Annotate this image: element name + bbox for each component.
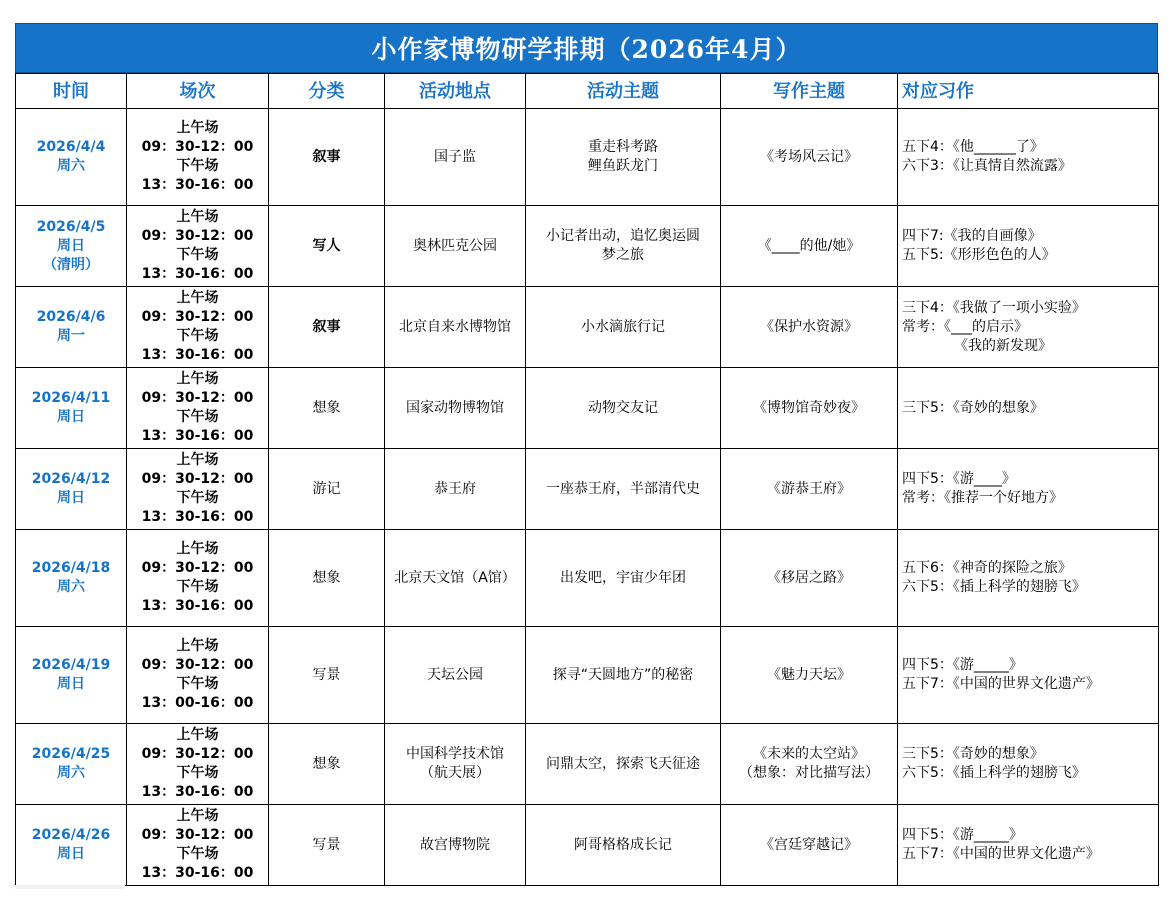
activity-theme-cell [526,287,721,368]
activity-theme-line: 探寻“天圆地方”的秘密 [552,666,694,683]
assignment-line: 三下5：《奇妙的想象》 [902,746,1044,762]
session-am-time: 09：30-12：00 [141,390,254,406]
session-pm-time: 13：30-16：00 [141,177,254,193]
date-cell [16,627,127,724]
session-pm-time: 13：30-16：00 [141,509,254,525]
location-cell [385,530,526,627]
session-am-time: 09：30-12：00 [141,560,254,576]
writing-theme-cell [721,206,898,287]
assignment-cell [898,109,1159,206]
session-pm-label: 下午场 [176,765,219,781]
header-writing-theme: 写作主题 [721,74,898,109]
date-cell [16,287,127,368]
session-am-time: 09：30-12：00 [141,471,254,487]
session-am-label: 上午场 [176,371,219,387]
session-cell [127,368,269,449]
assignment-cell [898,206,1159,287]
session-pm-label: 下午场 [176,846,219,862]
assignment-cell [898,368,1159,449]
assignment-line: 四下5：《游____》 [902,471,1016,487]
date-text: 2026/4/26 [31,827,111,843]
assignment-line: 六下3：《让真情自然流露》 [902,158,1072,174]
header-activity-theme: 活动主题 [526,74,721,109]
activity-theme-cell [526,724,721,805]
date-text: 2026/4/5 [36,218,106,235]
category-cell: 写景 [269,805,385,886]
location-text: 国家动物博物馆 [406,399,504,416]
assignment-cell [898,287,1159,368]
date-cell [16,368,127,449]
table-row [16,805,1159,886]
session-pm-label: 下午场 [176,328,219,344]
table-row [16,449,1159,530]
writing-theme-cell [721,287,898,368]
activity-theme-cell [526,627,721,724]
date-text: 2026/4/6 [36,309,106,325]
location-cell [385,805,526,886]
category-cell: 游记 [269,449,385,530]
table-row [16,206,1159,287]
assignment-line: 四下7:《我的自画像》 [902,228,1042,244]
location-cell [385,109,526,206]
weekday-text: 周六 [57,765,85,781]
activity-theme-cell [526,206,721,287]
location-cell [385,724,526,805]
location-cell [385,368,526,449]
session-am-label: 上午场 [176,290,219,306]
session-am-time: 09：30-12：00 [141,309,254,325]
session-pm-label: 下午场 [176,579,219,595]
weekday-text: 周一 [57,328,85,344]
weekday-text: 周日 [57,676,85,692]
location-subtext: （航天展） [420,765,490,781]
assignment-cell [898,724,1159,805]
session-cell [127,109,269,206]
category-cell: 叙事 [269,287,385,368]
writing-theme-text: 《宫廷穿越记》 [760,836,858,853]
session-cell [127,530,269,627]
activity-theme-line: 出发吧，宇宙少年团 [560,569,686,586]
writing-theme-cell [721,109,898,206]
session-cell [127,449,269,530]
session-pm-label: 下午场 [176,676,219,692]
assignment-line: 《我的新发现》 [954,337,1052,354]
activity-theme-line: 梦之旅 [602,247,644,263]
assignment-cell [898,530,1159,627]
session-cell [127,206,269,287]
holiday-text: （清明） [43,256,99,273]
activity-theme-cell [526,530,721,627]
session-pm-time: 13：30-16：00 [141,347,254,363]
session-am-time: 09：30-12：00 [141,139,254,155]
category-cell: 想象 [269,724,385,805]
assignment-line: 六下5：《插上科学的翅膀飞》 [902,765,1086,781]
category-cell: 想象 [269,368,385,449]
session-cell [127,287,269,368]
date-cell [16,805,127,886]
header-row [16,74,1159,109]
location-cell [385,449,526,530]
session-am-time: 09：30-12：00 [141,228,254,244]
weekday-text: 周日 [57,490,85,506]
assignment-line: 六下5：《插上科学的翅膀飞》 [902,579,1086,595]
category-cell: 叙事 [269,109,385,206]
writing-theme-text: 《未来的太空站》 [753,746,865,762]
assignment-line: 五下7：《中国的世界文化遗产》 [902,846,1100,862]
writing-theme-text: 《考场风云记》 [760,148,858,165]
location-text: 故宫博物院 [420,836,490,853]
table-row [16,368,1159,449]
writing-theme-text: 《游恭王府》 [767,480,851,497]
header-time: 时间 [16,74,127,109]
date-text: 2026/4/19 [31,657,111,673]
session-pm-time: 13：30-16：00 [141,784,254,800]
date-text: 2026/4/12 [31,471,111,487]
date-cell [16,724,127,805]
session-pm-time: 13：30-16：00 [141,428,254,444]
date-text: 2026/4/18 [31,560,111,576]
writing-theme-text: 《____的他/她》 [757,237,861,254]
session-am-label: 上午场 [176,638,219,654]
table-row [16,627,1159,724]
writing-theme-cell [721,530,898,627]
session-pm-time: 13：00-16：00 [141,695,254,711]
date-text: 2026/4/25 [31,746,111,762]
location-text: 天坛公园 [427,666,483,683]
weekday-text: 周六 [57,158,85,174]
assignment-line: 四下5：《游_____》 [902,657,1023,673]
session-cell [127,805,269,886]
activity-theme-line: 阿哥格格成长记 [574,836,672,853]
writing-theme-text: 《保护水资源》 [760,318,858,335]
location-cell [385,206,526,287]
assignment-line: 五下4：《他______了》 [902,139,1044,155]
location-text: 奥林匹克公园 [413,237,497,254]
activity-theme-line: 鲤鱼跃龙门 [588,158,658,174]
writing-theme-note: （想象：对比描写法） [739,765,879,781]
header-assignments: 对应习作 [898,74,1159,109]
session-am-label: 上午场 [176,727,219,743]
session-am-time: 09：30-12：00 [141,746,254,762]
session-pm-label: 下午场 [176,158,219,174]
writing-theme-text: 《博物馆奇妙夜》 [753,399,865,416]
assignment-line: 五下6：《神奇的探险之旅》 [902,560,1072,576]
page-title: 小作家博物研学排期（2026年4月） [15,23,1158,73]
table-row [16,530,1159,627]
session-am-label: 上午场 [176,808,219,824]
header-location: 活动地点 [385,74,526,109]
session-pm-label: 下午场 [176,247,219,263]
activity-theme-line: 问鼎太空，探索飞天征途 [546,755,700,772]
writing-theme-cell [721,368,898,449]
activity-theme-line: 一座恭王府，半部清代史 [546,480,700,497]
writing-theme-cell [721,449,898,530]
session-pm-time: 13：30-16：00 [141,598,254,614]
session-pm-label: 下午场 [176,409,219,425]
date-text: 2026/4/11 [31,390,111,406]
location-text: 北京自来水博物馆 [399,318,511,335]
date-cell [16,206,127,287]
session-am-label: 上午场 [176,120,219,136]
assignment-line: 五下7：《中国的世界文化遗产》 [902,676,1100,692]
session-am-label: 上午场 [176,452,219,468]
assignment-line: 三下5：《奇妙的想象》 [902,399,1044,416]
activity-theme-line: 小水滴旅行记 [581,318,665,335]
schedule-sheet [15,23,1158,886]
session-cell [127,627,269,724]
activity-theme-cell [526,449,721,530]
writing-theme-text: 《移居之路》 [767,569,851,586]
writing-theme-cell [721,627,898,724]
session-am-time: 09：30-12：00 [141,657,254,673]
date-text: 2026/4/4 [36,139,106,155]
category-cell: 想象 [269,530,385,627]
assignment-cell [898,449,1159,530]
session-pm-time: 13：30-16：00 [141,865,254,881]
header-category: 分类 [269,74,385,109]
table-row [16,287,1159,368]
session-pm-time: 13：30-16：00 [141,266,254,282]
category-cell: 写景 [269,627,385,724]
location-text: 恭王府 [434,480,476,497]
category-cell: 写人 [269,206,385,287]
weekday-text: 周六 [57,579,85,595]
session-am-label: 上午场 [176,541,219,557]
location-cell [385,627,526,724]
location-cell [385,287,526,368]
activity-theme-cell [526,109,721,206]
header-session: 场次 [127,74,269,109]
activity-theme-line: 动物交友记 [588,399,658,416]
weekday-text: 周日 [57,237,85,254]
date-cell [16,449,127,530]
session-am-time: 09：30-12：00 [141,827,254,843]
assignment-line: 常考：《___的启示》 [902,318,1028,335]
schedule-table [15,73,1159,886]
location-text: 北京天文馆（A馆） [394,569,516,586]
location-text: 国子监 [434,148,476,165]
assignment-line: 四下5：《游_____》 [902,827,1023,843]
session-am-label: 上午场 [176,209,219,225]
assignment-line: 常考：《推荐一个好地方》 [902,490,1063,506]
sheet-edge-divider [15,885,125,889]
writing-theme-text: 《魅力天坛》 [767,666,851,683]
location-text: 中国科学技术馆 [406,746,504,762]
table-row [16,724,1159,805]
writing-theme-cell [721,724,898,805]
weekday-text: 周日 [57,409,85,425]
weekday-text: 周日 [57,846,85,862]
assignment-cell [898,805,1159,886]
activity-theme-cell [526,805,721,886]
assignment-line: 五下5:《形形色色的人》 [902,247,1056,263]
session-cell [127,724,269,805]
assignment-cell [898,627,1159,724]
activity-theme-cell [526,368,721,449]
date-cell [16,530,127,627]
table-row [16,109,1159,206]
session-pm-label: 下午场 [176,490,219,506]
activity-theme-line: 重走科考路 [588,139,658,155]
writing-theme-cell [721,805,898,886]
assignment-line: 三下4：《我做了一项小实验》 [902,299,1086,316]
activity-theme-line: 小记者出动，追忆奥运圆 [546,228,700,244]
date-cell [16,109,127,206]
